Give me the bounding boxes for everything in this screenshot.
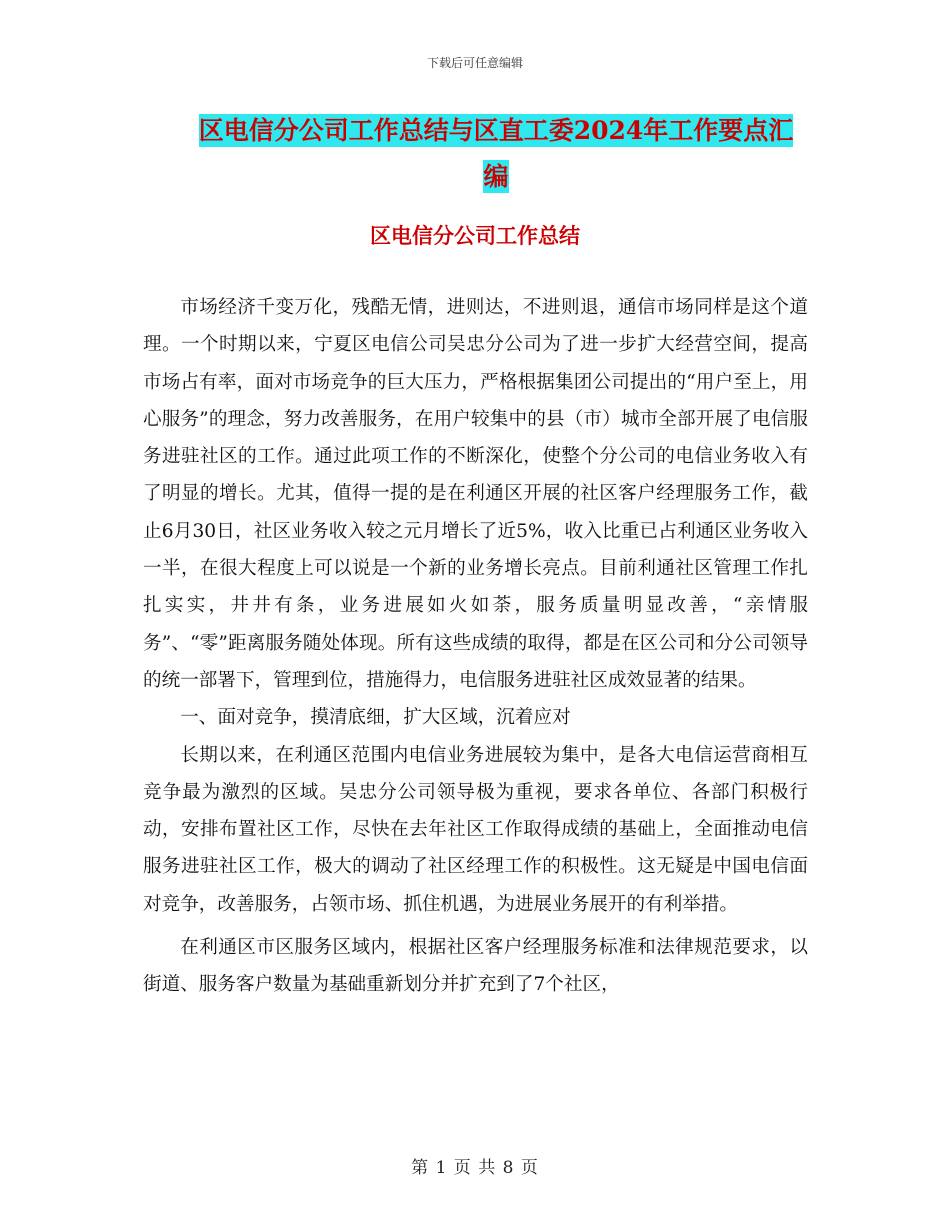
paragraph-competition: 长期以来，在利通区范围内电信业务进展较为集中，是各大电信运营商相互竞争最为激烈的区域。吴忠分公司领导极为重视，要求各单位、各部门积极行动，安排布置社区工作，尽快在去年社区工作取得成绩的基础上，全面推动电信服务进驻社区工作，极大的调动了社区经理工作的积极性。这无疑是中国电信面对竞争，改善服务，占领市场、抓住机遇，为进展业务展开的有利举措。	[143, 744, 808, 915]
paragraph-intro: 市场经济千变万化，残酷无情，进则达，不进则退，通信市场同样是这个道理。一个时期以来，宁夏区电信公司吴忠分公司为了进一步扩大经营空间，提高市场占有率，面对市场竞争的巨大压力，严格根据集团公司提出的“用户至上，用心服务”的理念，努力改善服务，在用户较集中的县（市）城市全部开展了电信服务进驻社区的工作。通过此项工作的不断深化，使整个分公司的电信业务收入有了明显的增长。尤其，值得一提的是在利通区开展的社区客户经理服务工作，截止6月30日，社区业务收入较之元月增长了近5%，收入比重已占利通区业务收入一半，在很大程度上可以说是一个新的业务增长亮点。目前利通社区管理工作扎扎实实，井井有条，业务进展如火如荼，服务质量明显改善，“亲情服务”、“零”距离服务随处体现。所有这些成绩的取得，都是在区公司和分公司领导的统一部署下，管理到位，措施得力，电信服务进驻社区成效显著的结果。	[143, 297, 808, 691]
document-title-line-1: 区电信分公司工作总结与区直工委2024年工作要点汇	[198, 116, 794, 145]
document-title	[186, 108, 806, 200]
document-body	[143, 289, 808, 1004]
section-title: 区电信分公司工作总结	[370, 223, 580, 248]
page-number-footer: 第 1 页 共 8 页	[411, 1158, 539, 1178]
paragraph-service-area: 在利通区市区服务区域内，根据社区客户经理服务标准和法律规范要求，以街道、服务客户数量为基础重新划分并扩充到了7个社区，	[143, 937, 808, 996]
paragraph-heading-1: 一、面对竞争，摸清底细，扩大区域，沉着应对	[180, 707, 571, 729]
document-title-line-2: 编	[483, 162, 509, 191]
header-note: 下载后可任意编辑	[426, 56, 523, 70]
